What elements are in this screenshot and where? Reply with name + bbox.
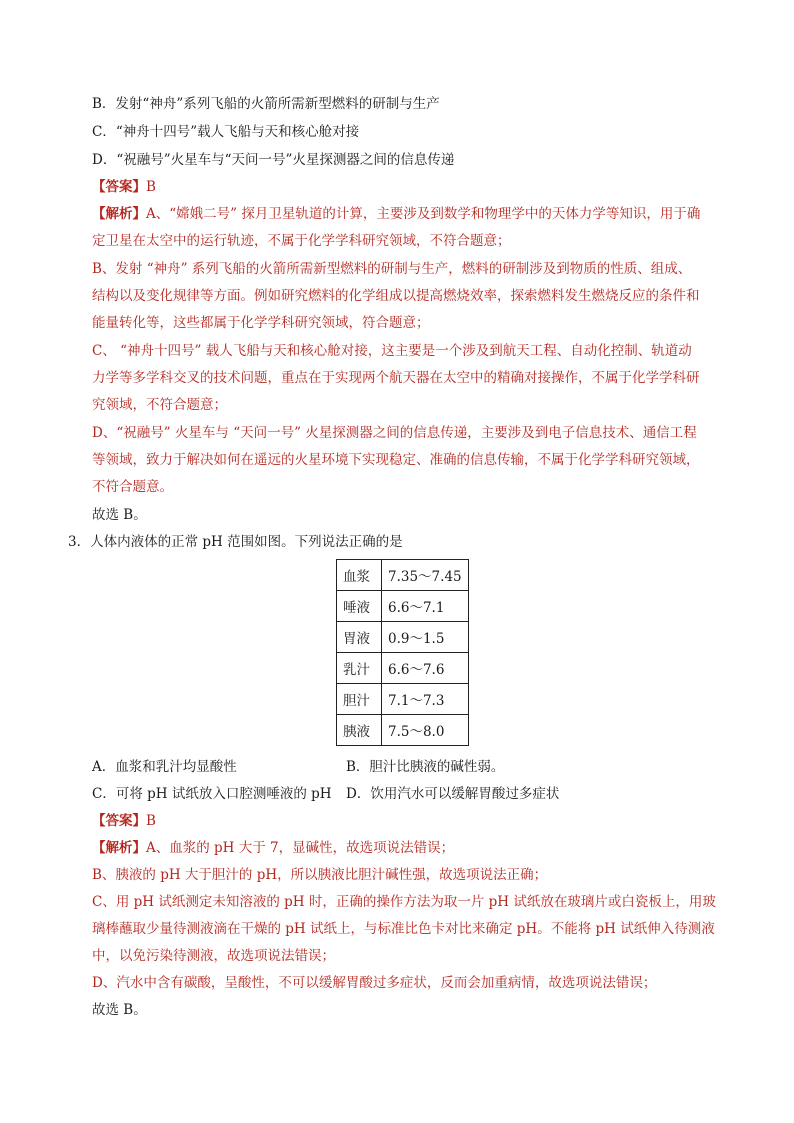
option-c-text: C．“神舟十四号”载人飞船与天和核心舱对接 xyxy=(92,124,360,140)
analysis-line xyxy=(92,838,454,858)
analysis-line: D、汽水中含有碳酸，呈酸性，不可以缓解胃酸过多症状，反而会加重病情，故选项说法错误； xyxy=(92,975,657,991)
fluid-name-cell: 胆汁 xyxy=(337,684,382,715)
analysis-line: 不符合题意。 xyxy=(92,479,173,495)
option-a-text: A．血浆和乳汁均显酸性 xyxy=(92,759,237,775)
answer-value: B xyxy=(146,179,156,195)
conclusion-text: 故选 B。 xyxy=(92,507,147,523)
table-row xyxy=(337,684,469,715)
analysis-text: A、“嫦娥二号” 探月卫星轨道的计算，主要涉及到数学和物理学中的天体力学等知识，用于确 xyxy=(146,206,701,222)
analysis-line: D、“祝融号” 火星车与 “天问一号” 火星探测器之间的信息传递，主要涉及到电子信息技术、通信工程 xyxy=(92,425,697,441)
question-stem: 3．人体内液体的正常 pH 范围如图。下列说法正确的是 xyxy=(68,534,403,550)
analysis-line: 定卫星在太空中的运行轨迹，不属于化学学科研究领域，不符合题意； xyxy=(92,233,511,249)
fluid-name-cell: 胃液 xyxy=(337,622,382,653)
answer-tag: 【答案】 xyxy=(92,813,146,829)
table-row xyxy=(337,591,469,622)
answer-line xyxy=(92,811,156,831)
ph-range-cell: 7.5～8.0 xyxy=(382,715,469,746)
analysis-line: B、胰液的 pH 大于胆汁的 pH，所以胰液比胆汁碱性强，故选项说法正确； xyxy=(92,867,548,883)
analysis-line: B、发射 “神舟” 系列飞船的火箭所需新型燃料的研制与生产，燃料的研制涉及到物质的性质、组成、 xyxy=(92,261,692,277)
table-row xyxy=(337,622,469,653)
analysis-line: 能量转化等，这些都属于化学学科研究领域，符合题意； xyxy=(92,315,430,331)
table-row xyxy=(337,653,469,684)
option-b-text: B．胆汁比胰液的碱性弱。 xyxy=(346,759,505,775)
analysis-line: 中，以免污染待测液，故选项说法错误； xyxy=(92,948,335,964)
ph-range-cell: 6.6～7.1 xyxy=(382,591,469,622)
conclusion-text: 故选 B。 xyxy=(92,1002,147,1018)
answer-line xyxy=(92,177,156,197)
ph-range-cell: 7.35～7.45 xyxy=(382,560,469,591)
analysis-tag: 【解析】 xyxy=(92,206,146,222)
analysis-line: 璃棒蘸取少量待测液滴在干燥的 pH 试纸上，与标准比色卡对比来确定 pH。不能将 pH 试纸伸入待测液 xyxy=(92,921,715,937)
analysis-line: 究领域，不符合题意； xyxy=(92,397,227,413)
answer-tag: 【答案】 xyxy=(92,179,146,195)
option-b-text: B．发射“神舟”系列飞船的火箭所需新型燃料的研制与生产 xyxy=(92,96,440,112)
analysis-line: 结构以及变化规律等方面。例如研究燃料的化学组成以提高燃烧效率，探索燃料发生燃烧反应的条件和 xyxy=(92,288,700,304)
analysis-text: A、血浆的 pH 大于 7，显碱性，故选项说法错误； xyxy=(146,840,455,856)
fluid-name-cell: 唾液 xyxy=(337,591,382,622)
answer-value: B xyxy=(146,813,156,829)
ph-range-cell: 0.9～1.5 xyxy=(382,622,469,653)
option-d-text: D．饮用汽水可以缓解胃酸过多症状 xyxy=(346,786,560,802)
ph-range-cell: 7.1～7.3 xyxy=(382,684,469,715)
fluid-name-cell: 胰液 xyxy=(337,715,382,746)
ph-range-table xyxy=(336,559,469,746)
analysis-line: C、用 pH 试纸测定未知溶液的 pH 时，正确的操作方法为取一片 pH 试纸放在玻璃片或白瓷板上，用玻 xyxy=(92,894,716,910)
analysis-line: 力学等多学科交叉的技术问题，重点在于实现两个航天器在太空中的精确对接操作，不属于化学学科研 xyxy=(92,370,700,386)
option-c-text: C．可将 pH 试纸放入口腔测唾液的 pH xyxy=(92,786,332,802)
analysis-line: C、 “神舟十四号” 载人飞船与天和核心舱对接，这主要是一个涉及到航天工程、自动化控制、轨道动 xyxy=(92,343,692,359)
table-row xyxy=(337,560,469,591)
analysis-tag: 【解析】 xyxy=(92,840,146,856)
fluid-name-cell: 血浆 xyxy=(337,560,382,591)
fluid-name-cell: 乳汁 xyxy=(337,653,382,684)
analysis-line: 等领域，致力于解决如何在遥远的火星环境下实现稳定、准确的信息传输，不属于化学学科研究领域， xyxy=(92,452,700,468)
ph-range-cell: 6.6～7.6 xyxy=(382,653,469,684)
analysis-line xyxy=(92,204,700,224)
option-d-text: D．“祝融号”火星车与“天问一号”火星探测器之间的信息传递 xyxy=(92,152,455,168)
table-row xyxy=(337,715,469,746)
